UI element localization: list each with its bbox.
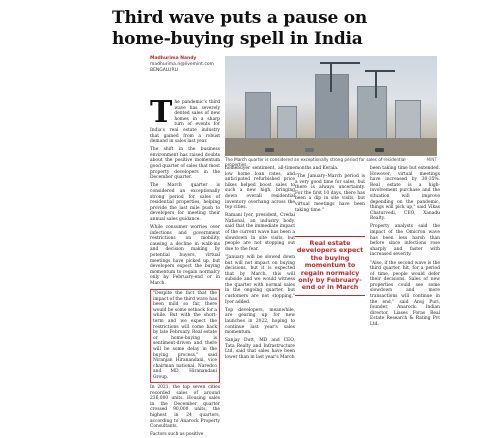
article-paragraph: been taking time but extended. However, virtual meetings have increased by 30-35%. Real estate is a high-involvement purchase and the situation will improve depending on the pandemic, things will pick up," said Vikas Chaturvedi, CEO, Xanadu Realty. <box>370 166 440 222</box>
photo-car <box>375 148 384 152</box>
photo-crane <box>365 70 395 72</box>
article-paragraph: Top developers, meanwhile, are gearing up for new launches in 2022, hoping to continue last year's sales momentum. <box>225 307 295 336</box>
article-paragraph: Ramani Iyer, president, Credai National, an industry body, said that the immediate impact of the current wave has been a slowdown in site visits, but people are not stopping out due to the fear. <box>225 213 295 252</box>
article-paragraph: "The January–March period is a very good time for sales, but there is always uncertainty. For the first 10 days, there has been a dip in site visits, but virtual meetings have been taking time." <box>295 174 365 213</box>
paragraph-text: he pandemic's third wave has severely dented sales of new homes in a sharp turn of events for India's real estate industry that gained from a robust demand in sales last year. <box>150 100 220 145</box>
photo-car <box>265 148 274 152</box>
photo-crane <box>320 62 360 64</box>
article-paragraph: The shift in the business environment has raised doubts about the positive momentum good quarter of sales that most property developers in the December quarter. <box>150 147 220 181</box>
pull-quote: Real estate developers expect the buying momentum to regain normalcy only by February-end or in March <box>295 236 365 296</box>
photo-road <box>225 138 437 156</box>
photo-building <box>245 92 271 144</box>
article-paragraph: Property analysts said the impact of the Omicron wave has been less harsh than before since infections rose sharply and faster with increased severity. <box>370 224 440 258</box>
article-paragraph: In 2021, the top seven cities recorded sales of around 236,000 units. Housing sales in the December quarter crossed 90,000 units, the highest in 24 quarters, according to Anarock Property Consultants. <box>150 385 220 430</box>
article-column-2 <box>225 166 295 400</box>
article-column-4 <box>370 166 440 400</box>
drop-cap: T <box>150 95 173 130</box>
photo-building <box>315 74 349 144</box>
article-paragraph: months and Kerala. <box>295 166 339 171</box>
article-paragraph: Sanjay Dutt, MD and CEO, Tata Realty and Infrastructure Ltd, said that sales have been lower than in last year's March <box>225 338 295 360</box>
author-email: madhurima.n@livemint.com <box>150 62 214 67</box>
photo-credit: MINT <box>426 157 437 162</box>
article-paragraph: The March quarter is considered an exceptionally strong period for sales of residential properties, helping provide the last mile push to developers for meeting their annual sales guidance. <box>150 183 220 222</box>
dateline-city: BENGALURU <box>150 68 178 73</box>
photo-car <box>305 148 314 152</box>
article-paragraph: homebuyer sentiment, all-time low home loan rates, and anticipated refurbished price hikes helped boost sales to such a new high, bringing down overall residential inventory overhang across the top cities. <box>225 166 295 211</box>
article-paragraph: "January will be slowed down but will not impact on buying decisions, but it is expected that by March, this will subside and we would witness the quarter with normal sales in the ongoing quarter, but customers are not stopping," Iyer added. <box>225 254 295 305</box>
photo-caption-text: The March quarter is considered an exceptionally strong period for sales of residential properties. <box>225 157 406 167</box>
highlighted-quote: "Despite the fact that the impact of the third wave has been mild so far, there would be some setback for a while. But with the short-term and we expect the restrictions will come back by late February. Real estate or home-buying is sentiment-driven and there will be some delay in the buying process," said Niranjan Hiranandani, vice chairman national, Naredco and MD, Hiranandani Group. <box>150 289 220 383</box>
photo-crane <box>330 62 332 92</box>
article-photo <box>225 56 437 156</box>
article-paragraph: Factors such as positive <box>150 432 204 438</box>
article-paragraph <box>150 95 220 145</box>
photo-building <box>357 86 387 144</box>
photo-crane <box>375 70 377 98</box>
author-name: Madhurima Nandy <box>150 56 197 61</box>
article-paragraph: "Also, if the second wave is the third quarter, hit, for a period of time, people would defer their decisions. Sales of new properties could see some slowdown and more transactions will continue in the end," said Anuj Puri, founder, Anarock. Indian director, Liases Foras Real Estate Research & Rating Pvt Ltd. <box>370 260 440 328</box>
article-headline: Third wave puts a pause on home-buying spell in India <box>112 8 368 49</box>
article-paragraph: While consumer worries over infections and government restrictions on mobility, causing a decline in walk-ins and decision making by potential buyers, virtual meetings have picked up, but developers expect the buying momentum to regain normalcy only by February-end or in March. <box>150 224 220 286</box>
article-column-1 <box>150 95 220 438</box>
